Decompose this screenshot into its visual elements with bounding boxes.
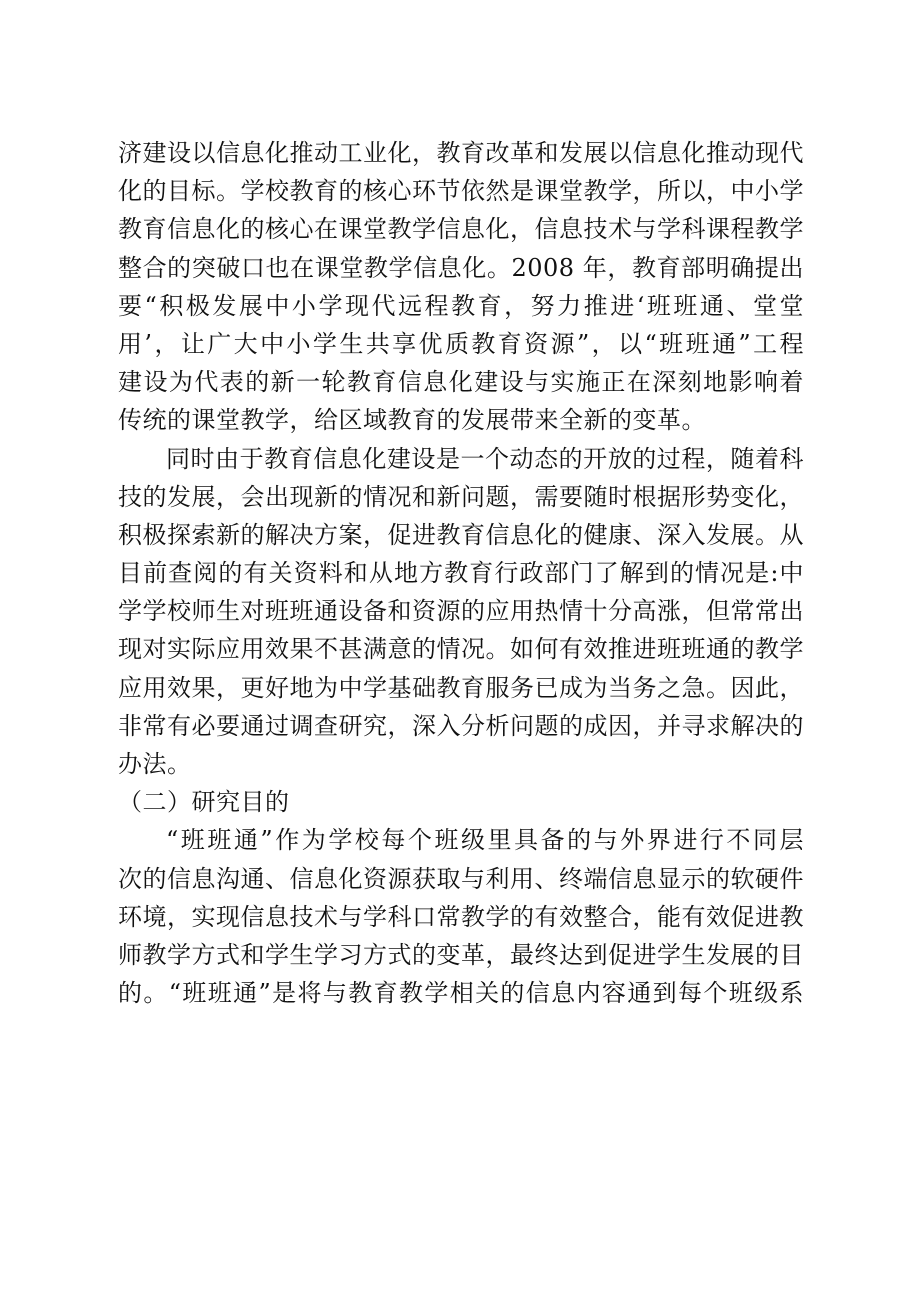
paragraph-2-line-1: 同时由于教育信息化建设是一个动态的开放的过程，随着科: [166, 444, 804, 473]
paragraph-1-line-3: 教育信息化的核心在课堂教学信息化，信息技术与学科课程教学: [118, 215, 804, 244]
paragraph-2-line-3: 积极探索新的解决方案，促进教育信息化的健康、深入发展。从: [118, 520, 804, 549]
paragraph-2-line-9: 办法。: [118, 750, 192, 778]
paragraph-1-line-6: 用’，让广大中小学生共享优质教育资源”，以“班班通”工程: [118, 329, 804, 358]
paragraph-2-line-6: 现对实际应用效果不甚满意的情况。如何有效推进班班通的教学: [118, 635, 804, 664]
paragraph-2-line-5: 学学校师生对班班通设备和资源的应用热情十分高涨，但常常出: [118, 597, 804, 626]
section-heading: （二）研究目的: [118, 788, 290, 817]
paragraph-2-line-4: 目前查阅的有关资料和从地方教育行政部门了解到的情况是:中: [118, 559, 804, 588]
paragraph-3-line-1: “班班通”作为学校每个班级里具备的与外界进行不同层: [166, 826, 804, 855]
paragraph-2-line-7: 应用效果，更好地为中学基础教育服务已成为当务之急。因此，: [118, 673, 804, 702]
paragraph-3-line-5: 的。“班班通”是将与教育教学相关的信息内容通到每个班级系: [118, 979, 804, 1008]
paragraph-3-line-2: 次的信息沟通、信息化资源获取与利用、终端信息显示的软硬件: [118, 864, 804, 893]
paragraph-3-line-3: 环境，实现信息技术与学科口常教学的有效整合，能有效促进教: [118, 902, 804, 931]
paragraph-1-line-5: 要“积极发展中小学现代远程教育，努力推进‘班班通、堂堂: [118, 291, 804, 320]
paragraph-3-line-4: 师教学方式和学生学习方式的变革，最终达到促进学生发展的目: [118, 940, 804, 969]
body-text: [118, 134, 804, 1012]
paragraph-1-line-8: 传统的课堂教学，给区域教育的发展带来全新的变革。: [118, 406, 706, 435]
paragraph-1-line-2: 化的目标。学校教育的核心环节依然是课堂教学，所以，中小学: [118, 177, 804, 206]
paragraph-2-line-8: 非常有必要通过调查研究，深入分析问题的成因，并寻求解决的: [118, 711, 804, 740]
paragraph-2-line-2: 技的发展，会出现新的情况和新问题，需要随时根据形势变化，: [118, 482, 804, 511]
paragraph-1-line-4: 整合的突破口也在课堂教学信息化。2008 年，教育部明确提出: [118, 253, 804, 282]
paragraph-1-line-1: 济建设以信息化推动工业化，教育改革和发展以信息化推动现代: [118, 139, 804, 167]
paragraph-1-line-7: 建设为代表的新一轮教育信息化建设与实施正在深刻地影响着: [118, 368, 804, 397]
